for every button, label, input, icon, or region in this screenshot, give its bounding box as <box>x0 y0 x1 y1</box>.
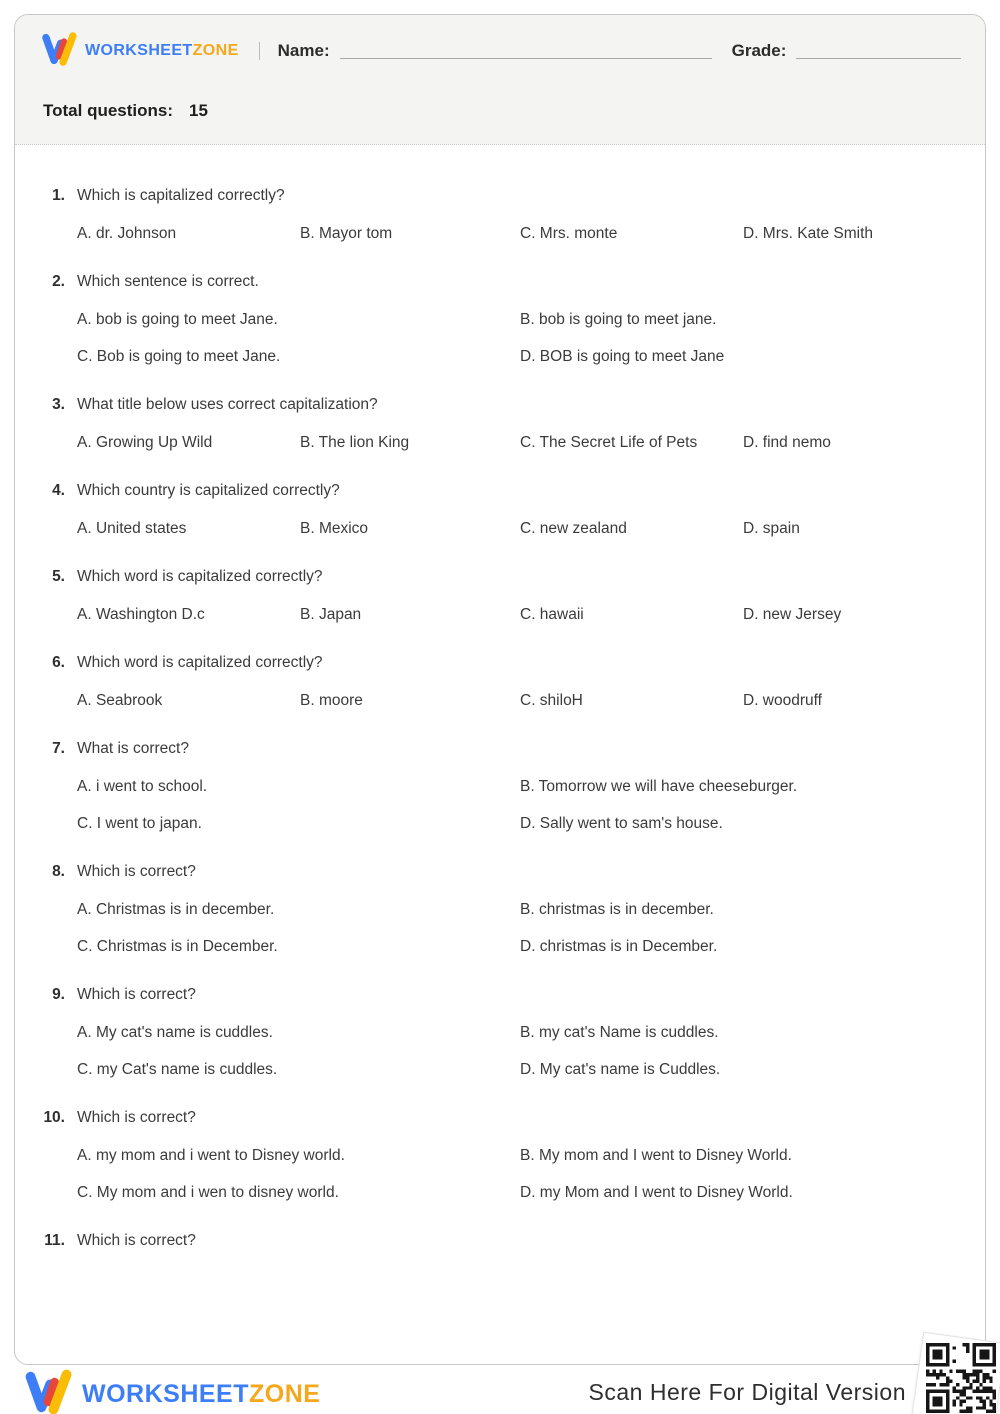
question-number: 3. <box>52 396 65 413</box>
answer-options <box>77 311 961 366</box>
header-brand <box>41 31 239 72</box>
question-number: 8. <box>52 863 65 880</box>
brand-worksheet-text: WORKSHEET <box>85 42 193 59</box>
question-text: Which is correct? <box>77 986 196 1003</box>
question-row <box>19 273 961 291</box>
answer-options <box>77 520 961 538</box>
answer-option[interactable]: B. Tomorrow we will have cheeseburger. <box>520 778 798 795</box>
question-row <box>19 482 961 500</box>
question-text: Which is correct? <box>77 1232 196 1249</box>
question-number: 5. <box>52 568 65 585</box>
answer-option[interactable]: C. I went to japan. <box>77 815 202 832</box>
answer-options <box>77 778 961 833</box>
answer-option[interactable]: B. Japan <box>300 606 362 623</box>
answer-option[interactable]: C. new zealand <box>520 520 627 537</box>
question-number: 9. <box>52 986 65 1003</box>
answer-option[interactable]: D. My cat's name is Cuddles. <box>520 1061 721 1078</box>
answer-option[interactable]: C. Mrs. monte <box>520 225 618 242</box>
header-divider <box>259 42 260 60</box>
question-block <box>19 654 961 710</box>
answer-option[interactable]: A. Growing Up Wild <box>77 434 213 451</box>
answer-option[interactable]: A. i went to school. <box>77 778 208 795</box>
question-row <box>19 1232 961 1250</box>
question-block <box>19 482 961 538</box>
grade-label: Grade: <box>731 41 787 60</box>
answer-option[interactable]: D. BOB is going to meet Jane <box>520 348 725 365</box>
answer-option[interactable]: A. dr. Johnson <box>77 225 177 242</box>
question-row <box>19 654 961 672</box>
question-block <box>19 986 961 1079</box>
footer-brand-zone-text: ZONE <box>249 1380 321 1408</box>
answer-option[interactable]: A. my mom and i went to Disney world. <box>77 1147 345 1164</box>
question-number: 11. <box>44 1232 65 1249</box>
answer-options <box>77 606 961 624</box>
answer-options <box>77 1024 961 1079</box>
qr-code <box>926 1343 996 1413</box>
question-text: What title below uses correct capitalization? <box>77 396 378 413</box>
question-number: 10. <box>43 1109 65 1126</box>
name-input-line[interactable] <box>340 44 712 59</box>
question-text: Which word is capitalized correctly? <box>77 654 323 671</box>
name-label: Name: <box>277 41 330 60</box>
question-block <box>19 273 961 366</box>
question-block <box>19 396 961 452</box>
answer-option[interactable]: D. woodruff <box>743 692 822 709</box>
answer-option[interactable]: B. Mexico <box>300 520 369 537</box>
question-text: Which word is capitalized correctly? <box>77 568 323 585</box>
answer-options <box>77 1147 961 1202</box>
question-list <box>15 145 985 1250</box>
question-text: What is correct? <box>77 740 189 757</box>
answer-option[interactable]: B. Mayor tom <box>300 225 393 242</box>
question-number: 1. <box>52 187 65 204</box>
question-text: Which is capitalized correctly? <box>77 187 285 204</box>
question-number: 2. <box>52 273 65 290</box>
answer-option[interactable]: C. my Cat's name is cuddles. <box>77 1061 278 1078</box>
brand-wordmark <box>85 42 239 60</box>
answer-option[interactable]: C. hawaii <box>520 606 584 623</box>
qr-code-svg <box>926 1343 996 1413</box>
answer-options <box>77 901 961 956</box>
question-number: 4. <box>52 482 65 499</box>
answer-option[interactable]: A. bob is going to meet Jane. <box>77 311 278 328</box>
question-row <box>19 187 961 205</box>
answer-option[interactable]: A. Seabrook <box>77 692 163 709</box>
grade-input-line[interactable] <box>796 44 961 59</box>
answer-option[interactable]: D. find nemo <box>743 434 831 451</box>
scan-here-text: Scan Here For Digital Version <box>588 1379 906 1405</box>
header-row <box>41 31 961 71</box>
total-questions-label: Total questions: <box>43 101 174 120</box>
total-questions-value: 15 <box>189 101 208 120</box>
answer-option[interactable]: C. My mom and i wen to disney world. <box>77 1184 339 1201</box>
answer-option[interactable]: C. Christmas is in December. <box>77 938 278 955</box>
answer-option[interactable]: A. Washington D.c <box>77 606 205 623</box>
question-number: 7. <box>52 740 65 757</box>
question-block <box>19 863 961 956</box>
question-block <box>19 1232 961 1250</box>
question-row <box>19 396 961 414</box>
answer-option[interactable]: C. Bob is going to meet Jane. <box>77 348 281 365</box>
answer-option[interactable]: D. Sally went to sam's house. <box>520 815 723 832</box>
question-block <box>19 568 961 624</box>
answer-option[interactable]: C. The Secret Life of Pets <box>520 434 698 451</box>
question-row <box>19 986 961 1004</box>
answer-option[interactable]: D. Mrs. Kate Smith <box>743 225 874 242</box>
answer-options <box>77 692 961 710</box>
answer-option[interactable]: A. My cat's name is cuddles. <box>77 1024 273 1041</box>
question-row <box>19 568 961 586</box>
footer-brand-wordmark <box>82 1380 320 1409</box>
question-row <box>19 1109 961 1127</box>
answer-option[interactable]: A. United states <box>77 520 187 537</box>
answer-option[interactable]: B. christmas is in december. <box>520 901 714 918</box>
worksheetzone-logo-icon <box>41 31 77 72</box>
answer-options <box>77 225 961 243</box>
question-block <box>19 1109 961 1202</box>
worksheet-card <box>14 14 986 1365</box>
answer-option[interactable]: B. moore <box>300 692 363 709</box>
answer-option[interactable]: B. The lion King <box>300 434 410 451</box>
footer-brand-worksheet-text: WORKSHEET <box>82 1380 249 1408</box>
question-block <box>19 187 961 243</box>
answer-option[interactable]: B. My mom and I went to Disney World. <box>520 1147 792 1164</box>
question-text: Which sentence is correct. <box>77 273 259 290</box>
question-number: 6. <box>52 654 65 671</box>
total-questions-row <box>41 101 961 121</box>
question-row <box>19 740 961 758</box>
footer-worksheetzone-logo-icon <box>24 1368 72 1414</box>
question-row <box>19 863 961 881</box>
answer-option[interactable]: A. Christmas is in december. <box>77 901 275 918</box>
answer-option[interactable]: D. my Mom and I went to Disney World. <box>520 1184 793 1201</box>
answer-option[interactable]: B. my cat's Name is cuddles. <box>520 1024 719 1041</box>
answer-option[interactable]: D. spain <box>743 520 800 537</box>
brand-zone-text: ZONE <box>192 42 239 59</box>
answer-option[interactable]: D. new Jersey <box>743 606 842 623</box>
card-header <box>15 15 985 145</box>
question-text: Which is correct? <box>77 1109 196 1126</box>
answer-option[interactable]: C. shiloH <box>520 692 583 709</box>
answer-options <box>77 434 961 452</box>
answer-option[interactable]: B. bob is going to meet jane. <box>520 311 717 328</box>
footer-brand <box>24 1368 320 1414</box>
question-text: Which country is capitalized correctly? <box>77 482 340 499</box>
question-text: Which is correct? <box>77 863 196 880</box>
answer-option[interactable]: D. christmas is in December. <box>520 938 718 955</box>
question-block <box>19 740 961 833</box>
